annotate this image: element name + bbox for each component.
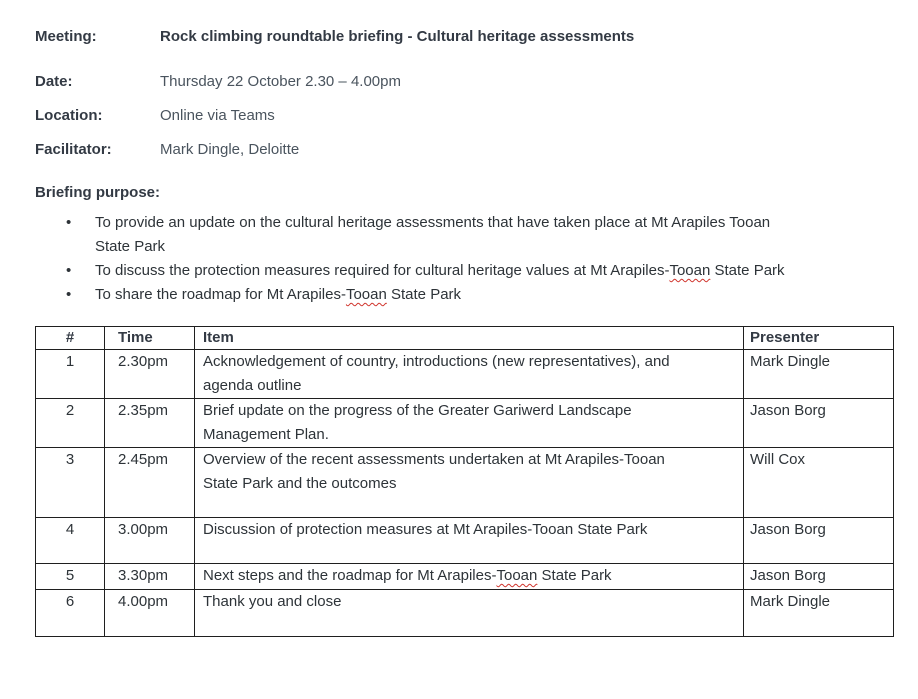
misspelled-word: Tooan [669, 262, 711, 279]
item-text: Thank you and close [203, 593, 342, 610]
bullet-text: To share the roadmap for Mt Arapiles- [95, 286, 346, 303]
facilitator-value: Mark Dingle, Deloitte [160, 141, 300, 158]
column-header-time: Time [105, 327, 195, 350]
agenda-header-row [36, 327, 894, 350]
table-row [36, 399, 894, 448]
agenda-time-cell: 2.30pm [105, 350, 195, 399]
agenda-presenter-cell: Jason Borg [744, 564, 894, 590]
bullet-item [35, 259, 800, 283]
agenda-presenter-cell: Jason Borg [744, 518, 894, 564]
agenda-time-cell: 2.45pm [105, 448, 195, 518]
bullet-text: To discuss the protection measures required for cultural heritage values at Mt Arapiles- [95, 262, 670, 279]
item-text: Brief update on the progress of the Greater Gariwerd Landscape Management Plan. [203, 402, 632, 443]
item-text: State Park [537, 567, 612, 584]
agenda-presenter-cell: Mark Dingle [744, 590, 894, 637]
agenda-time-cell: 4.00pm [105, 590, 195, 637]
agenda-item-cell [195, 564, 744, 590]
meta-row-date [35, 72, 895, 91]
agenda-presenter-cell: Jason Borg [744, 399, 894, 448]
briefing-purpose-heading: Briefing purpose: [35, 184, 161, 201]
meta-row-facilitator [35, 140, 895, 159]
column-header-item: Item [195, 327, 744, 350]
table-row [36, 350, 894, 399]
agenda-item-cell [195, 350, 744, 399]
item-text: Overview of the recent assessments undertaken at Mt Arapiles-Tooan State Park and the outcomes [203, 451, 665, 492]
agenda-number-cell: 6 [36, 590, 105, 637]
bullet-text: To provide an update on the cultural heritage assessments that have taken place at Mt Arapiles Tooan State Park [95, 214, 771, 255]
meeting-label: Meeting: [35, 28, 97, 45]
agenda-number-cell: 5 [36, 564, 105, 590]
agenda-number-cell: 1 [36, 350, 105, 399]
bullet-text: State Park [386, 286, 462, 303]
table-row [36, 590, 894, 637]
agenda-item-cell [195, 518, 744, 564]
meta-row-location [35, 106, 895, 125]
location-value: Online via Teams [160, 107, 275, 124]
date-value: Thursday 22 October 2.30 – 4.00pm [160, 73, 401, 90]
agenda-number-cell: 2 [36, 399, 105, 448]
bullet-text: State Park [710, 262, 785, 279]
location-label: Location: [35, 107, 103, 124]
agenda-time-cell: 3.00pm [105, 518, 195, 564]
bullet-item [35, 283, 800, 307]
agenda-time-cell: 3.30pm [105, 564, 195, 590]
misspelled-word: Tooan [345, 286, 387, 303]
agenda-presenter-cell: Mark Dingle [744, 350, 894, 399]
meta-row-meeting [35, 27, 895, 46]
agenda-item-cell [195, 399, 744, 448]
column-header-presenter: Presenter [744, 327, 894, 350]
agenda-number-cell: 4 [36, 518, 105, 564]
item-text: Next steps and the roadmap for Mt Arapiles- [203, 567, 497, 584]
column-header-number: # [36, 327, 105, 350]
agenda-time-cell: 2.35pm [105, 399, 195, 448]
briefing-purpose-list [35, 211, 800, 307]
date-label: Date: [35, 73, 73, 90]
agenda-presenter-cell: Will Cox [744, 448, 894, 518]
agenda-item-cell [195, 448, 744, 518]
bullet-item [35, 211, 800, 259]
agenda-table [35, 326, 894, 637]
item-text: Acknowledgement of country, introductions (new representatives), and agenda outline [203, 353, 670, 394]
meeting-meta-block [35, 27, 895, 159]
table-row [36, 564, 894, 590]
item-text: Discussion of protection measures at Mt Arapiles-Tooan State Park [203, 521, 648, 538]
misspelled-word: Tooan [496, 567, 538, 584]
agenda-number-cell: 3 [36, 448, 105, 518]
table-row [36, 518, 894, 564]
agenda-item-cell [195, 590, 744, 637]
meeting-title: Rock climbing roundtable briefing - Cultural heritage assessments [160, 28, 635, 45]
facilitator-label: Facilitator: [35, 141, 112, 158]
table-row [36, 448, 894, 518]
